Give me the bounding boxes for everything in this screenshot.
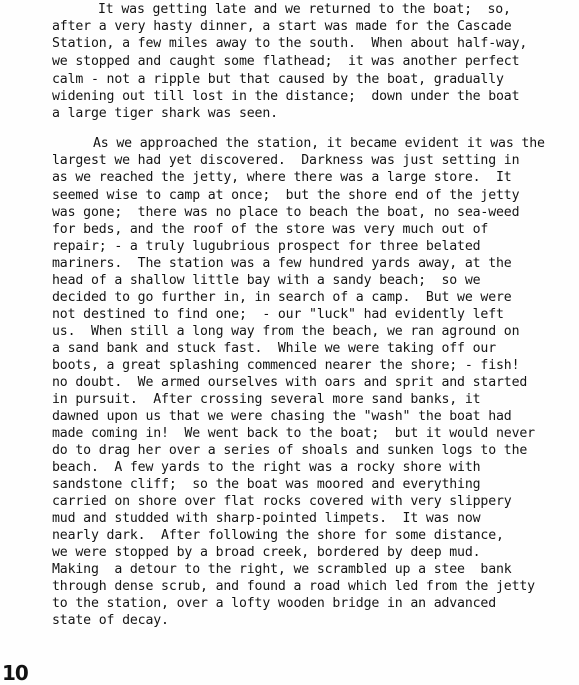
text-line: repair; - a truly lugubrious prospect for three belated [52, 239, 481, 254]
text-line: no doubt. We armed ourselves with oars and sprit and started [52, 375, 528, 390]
text-line: sandstone cliff; so the boat was moored and everything [52, 477, 481, 492]
text-line: we were stopped by a broad creek, bordered by deep mud. [52, 545, 481, 560]
text-line: head of a shallow little bay with a sandy beach; so we [52, 273, 481, 288]
text-line: widening out till lost in the distance; down under the boat [52, 89, 520, 104]
text-line: beach. A few yards to the right was a rocky shore with [52, 460, 481, 475]
text-line: carried on shore over flat rocks covered with very slippery [52, 494, 512, 509]
text-line: It was getting late and we returned to the boat; so, [98, 2, 511, 17]
text-line: mariners. The station was a few hundred yards away, at the [52, 256, 512, 271]
text-line: boots, a great splashing commenced nearer the shore; - fish! [52, 358, 520, 373]
text-line: decided to go further in, in search of a camp. But we were [52, 290, 512, 305]
text-line: for beds, and the roof of the store was very much out of [52, 222, 489, 237]
text-line: nearly dark. After following the shore for some distance, [52, 528, 504, 543]
text-line: was gone; there was no place to beach the boat, no sea-weed [52, 205, 520, 220]
text-line: Station, a few miles away to the south. When about half-way, [52, 36, 528, 51]
text-line: largest we had yet discovered. Darkness was just setting in [52, 153, 520, 168]
text-line: calm - not a ripple but that caused by the boat, gradually [52, 72, 504, 87]
text-line: to the station, over a lofty wooden bridge in an advanced [52, 596, 497, 611]
text-line: Making a detour to the right, we scrambled up a stee bank [52, 562, 512, 577]
text-line: after a very hasty dinner, a start was made for the Cascade [52, 19, 512, 34]
text-line: made coming in! We went back to the boat; but it would never [52, 426, 535, 441]
text-line: a sand bank and stuck fast. While we were taking off our [52, 341, 497, 356]
text-line: As we approached the station, it became evident it was the [93, 136, 545, 151]
text-line: us. When still a long way from the beach, we ran aground on [52, 324, 520, 339]
text-line: through dense scrub, and found a road which led from the jetty [52, 579, 535, 594]
text-line: mud and studded with sharp-pointed limpets. It was now [52, 511, 481, 526]
text-line: state of decay. [52, 613, 169, 628]
text-line: dawned upon us that we were chasing the "wash" the boat had [52, 409, 512, 424]
text-line: seemed wise to camp at once; but the shore end of the jetty [52, 188, 520, 203]
text-line: not destined to find one; - our "luck" had evidently left [52, 307, 504, 322]
text-line: a large tiger shark was seen. [52, 106, 278, 121]
text-line: we stopped and caught some flathead; it was another perfect [52, 54, 520, 69]
page-number: 10 [2, 661, 28, 685]
text-line: in pursuit. After crossing several more sand banks, it [52, 392, 481, 407]
text-line: as we reached the jetty, where there was a large store. It [52, 170, 512, 185]
text-line: do to drag her over a series of shoals and sunken logs to the [52, 443, 528, 458]
